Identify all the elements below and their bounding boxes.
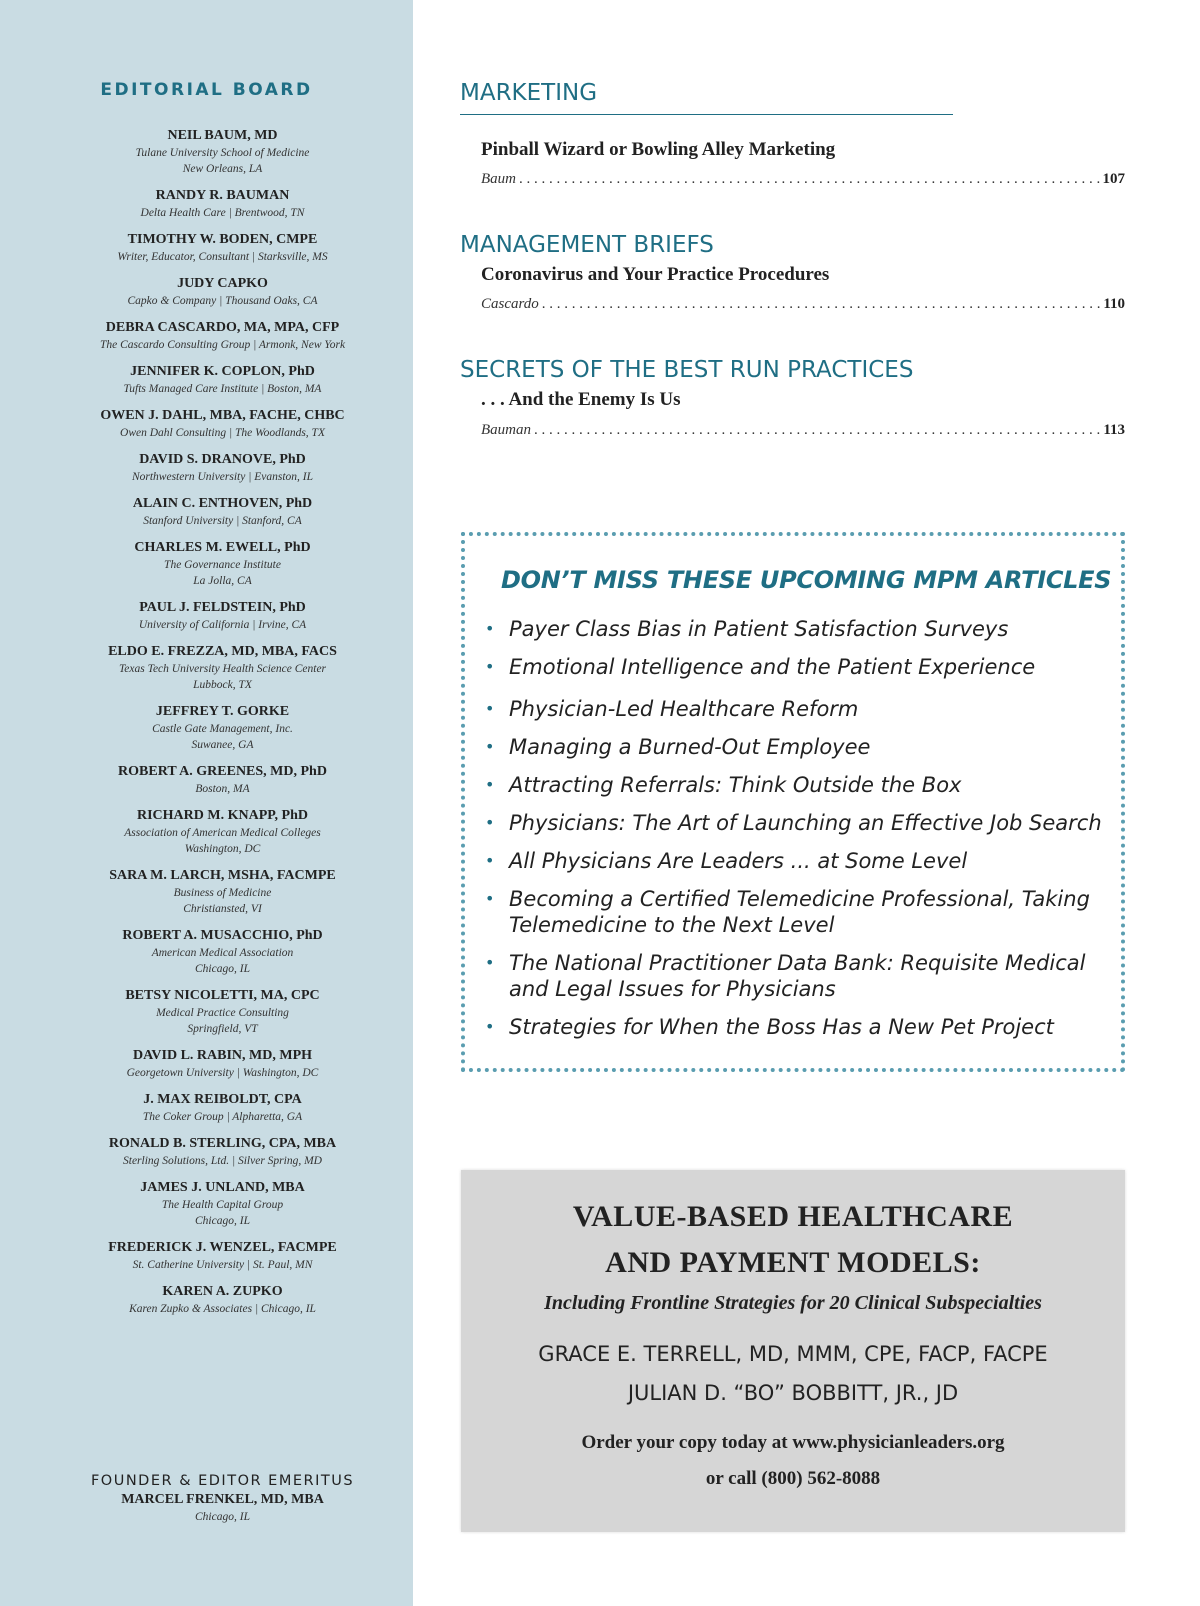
toc-line[interactable] (481, 171, 1125, 188)
board-member-affiliation: Texas Tech University Health Science Center (118, 663, 327, 675)
board-member-name: RANDY R. BAUMAN (155, 188, 290, 203)
book-order-phone: or call (800) 562-8088 (705, 1468, 881, 1489)
upcoming-article-text: All Physicians Are Leaders ... at Some Level (509, 849, 968, 873)
board-member-name: J. MAX REIBOLDT, CPA (143, 1092, 302, 1107)
board-member-name: ROBERT A. MUSACCHIO, PhD (122, 928, 323, 943)
editorial-board-title: EDITORIAL BOARD (100, 80, 313, 100)
board-member-name: FREDERICK J. WENZEL, FACMPE (108, 1240, 337, 1255)
board-member-affiliation: Tulane University School of Medicine (135, 147, 310, 159)
board-member-name: RONALD B. STERLING, CPA, MBA (108, 1136, 337, 1151)
board-member-affiliation: Tufts Managed Care Institute | Boston, MA (123, 383, 322, 395)
upcoming-article-text: Attracting Referrals: Think Outside the Box (509, 773, 962, 797)
bullet-icon: • (485, 775, 495, 794)
board-member-affiliation: Capko & Company | Thousand Oaks, CA (127, 295, 318, 307)
board-member-name: NEIL BAUM, MD (167, 128, 278, 143)
board-member-affiliation: Christiansted, VI (183, 903, 262, 915)
board-member (0, 1283, 445, 1317)
board-member (0, 1135, 445, 1169)
board-member-name: JUDY CAPKO (177, 276, 268, 291)
board-member-affiliation: Owen Dahl Consulting | The Woodlands, TX (120, 427, 325, 439)
board-member-affiliation: Lubbock, TX (193, 679, 252, 691)
toc-leader-dots (519, 171, 1100, 188)
toc-author: Baum (481, 171, 516, 187)
board-member-affiliation: Suwanee, GA (191, 739, 254, 751)
upcoming-articles-list (479, 616, 1119, 1040)
section-heading-management-briefs: MANAGEMENT BRIEFS (460, 232, 714, 258)
upcoming-article-item (479, 696, 1119, 722)
bullet-icon: • (485, 889, 495, 908)
book-order-link[interactable]: Order your copy today at www.physicianleaders.org (581, 1432, 1005, 1453)
upcoming-articles-title: DON’T MISS THESE UPCOMING MPM ARTICLES (501, 566, 1112, 594)
toc-line[interactable] (481, 296, 1125, 313)
board-member (0, 927, 445, 977)
board-member-name: DAVID L. RABIN, MD, MPH (132, 1048, 313, 1063)
book-subtitle: Including Frontline Strategies for 20 Clinical Subspecialties (544, 1292, 1042, 1314)
bullet-icon: • (485, 1017, 495, 1036)
board-member-name: SARA M. LARCH, MSHA, FACMPE (109, 868, 336, 883)
upcoming-article-text: and Legal Issues for Physicians (509, 977, 836, 1001)
book-author-2: JULIAN D. “BO” BOBBITT, JR., JD (627, 1381, 959, 1405)
board-member-affiliation: University of California | Irvine, CA (138, 619, 307, 631)
board-member-name: RICHARD M. KNAPP, PhD (137, 808, 308, 823)
board-member-affiliation: Chicago, IL (195, 1215, 250, 1227)
upcoming-article-text: Managing a Burned-Out Employee (509, 735, 871, 759)
toc-leader-dots (534, 422, 1100, 439)
board-member (0, 231, 445, 265)
book-title-line-1: VALUE-BASED HEALTHCARE (572, 1200, 1014, 1233)
board-member (0, 1239, 445, 1273)
board-member-affiliation: Karen Zupko & Associates | Chicago, IL (129, 1303, 316, 1315)
board-member-name: TIMOTHY W. BODEN, CMPE (127, 232, 318, 247)
article-title[interactable]: Pinball Wizard or Bowling Alley Marketing (481, 139, 836, 160)
board-member (0, 1179, 445, 1229)
board-member-name: DAVID S. DRANOVE, PhD (139, 452, 306, 467)
board-member (0, 539, 445, 589)
board-member-name: JAMES J. UNLAND, MBA (140, 1180, 305, 1195)
board-member-affiliation: Washington, DC (184, 843, 261, 855)
board-member-affiliation: The Coker Group | Alpharetta, GA (142, 1111, 303, 1123)
board-member-affiliation: The Governance Institute (164, 559, 281, 571)
book-author-1: GRACE E. TERRELL, MD, MMM, CPE, FACP, FACPE (538, 1342, 1048, 1366)
board-member (0, 451, 445, 485)
bullet-icon: • (485, 699, 495, 718)
board-member-name: ROBERT A. GREENES, MD, PhD (118, 764, 327, 779)
founder-location: Chicago, IL (195, 1511, 250, 1523)
board-member (0, 763, 445, 797)
board-member-affiliation: Delta Health Care | Brentwood, TN (140, 207, 305, 219)
upcoming-article-item (479, 950, 1119, 1002)
board-member-affiliation: Writer, Educator, Consultant | Starksville, MS (117, 251, 328, 263)
toc-page-number: 110 (1103, 296, 1125, 312)
board-member (0, 1091, 445, 1125)
toc-author: Cascardo (481, 296, 539, 312)
board-member-name: OWEN J. DAHL, MBA, FACHE, CHBC (100, 408, 345, 423)
book-advertisement (461, 1170, 1125, 1532)
toc-leader-dots (542, 296, 1101, 313)
founder-title: FOUNDER & EDITOR EMERITUS (90, 1473, 355, 1489)
board-member-affiliation: Sterling Solutions, Ltd. | Silver Spring, MD (123, 1155, 322, 1167)
upcoming-article-text: The National Practitioner Data Bank: Requisite Medical (509, 951, 1086, 975)
board-member-affiliation: Springfield, VT (187, 1023, 258, 1035)
upcoming-article-item (479, 848, 1119, 874)
board-member-name: KAREN A. ZUPKO (162, 1284, 283, 1299)
upcoming-article-item (479, 886, 1119, 938)
board-member (0, 495, 445, 529)
editorial-board-list (0, 127, 445, 1327)
board-member (0, 363, 445, 397)
upcoming-article-text: Emotional Intelligence and the Patient Experience (509, 655, 1036, 679)
book-title-line-2: AND PAYMENT MODELS: (605, 1246, 981, 1279)
upcoming-article-text: Physicians: The Art of Launching an Effective Job Search (509, 811, 1102, 835)
board-member (0, 703, 445, 753)
board-member-affiliation: Stanford University | Stanford, CA (143, 515, 302, 527)
bullet-icon: • (485, 657, 495, 676)
board-member (0, 599, 445, 633)
board-member-affiliation: Medical Practice Consulting (156, 1007, 289, 1019)
toc-page-number: 113 (1103, 422, 1125, 438)
toc-line[interactable] (481, 422, 1125, 439)
board-member (0, 807, 445, 857)
board-member-name: ELDO E. FREZZA, MD, MBA, FACS (108, 644, 337, 659)
board-member-affiliation: Chicago, IL (195, 963, 250, 975)
upcoming-articles-box (461, 532, 1125, 1072)
bullet-icon: • (485, 619, 495, 638)
board-member (0, 867, 445, 917)
bullet-icon: • (485, 813, 495, 832)
bullet-icon: • (485, 737, 495, 756)
upcoming-article-text: Telemedicine to the Next Level (509, 913, 835, 937)
board-member-affiliation: Northwestern University | Evanston, IL (131, 471, 314, 483)
upcoming-article-item (479, 734, 1119, 760)
board-member-name: ALAIN C. ENTHOVEN, PhD (132, 496, 313, 511)
board-member (0, 1047, 445, 1081)
board-member-affiliation: St. Catherine University | St. Paul, MN (132, 1259, 313, 1271)
board-member-affiliation: Boston, MA (195, 783, 250, 795)
board-member (0, 127, 445, 177)
board-member (0, 407, 445, 441)
article-title[interactable]: . . . And the Enemy Is Us (481, 389, 681, 410)
board-member-name: PAUL J. FELDSTEIN, PhD (139, 600, 306, 615)
toc-page-number: 107 (1102, 171, 1125, 187)
board-member-affiliation: The Health Capital Group (161, 1199, 284, 1211)
bullet-icon: • (485, 851, 495, 870)
board-member (0, 987, 445, 1037)
upcoming-article-text: Strategies for When the Boss Has a New Pet Project (509, 1015, 1054, 1039)
board-member-name: DEBRA CASCARDO, MA, MPA, CFP (105, 320, 340, 335)
board-member-name: JENNIFER K. COPLON, PhD (130, 364, 315, 379)
founder-name: MARCEL FRENKEL, MD, MBA (121, 1492, 324, 1507)
board-member (0, 319, 445, 353)
toc-author: Bauman (481, 422, 531, 438)
section-heading-secrets: SECRETS OF THE BEST RUN PRACTICES (460, 357, 914, 383)
board-member-affiliation: La Jolla, CA (193, 575, 252, 587)
upcoming-article-text: Payer Class Bias in Patient Satisfaction Surveys (509, 617, 1009, 641)
board-member-affiliation: Castle Gate Management, Inc. (152, 723, 293, 735)
upcoming-article-item (479, 616, 1119, 642)
article-title[interactable]: Coronavirus and Your Practice Procedures (481, 264, 830, 285)
board-member-affiliation: American Medical Association (151, 947, 294, 959)
board-member-name: BETSY NICOLETTI, MA, CPC (125, 988, 320, 1003)
section-rule (460, 114, 953, 115)
upcoming-article-item (479, 810, 1119, 836)
board-member-name: CHARLES M. EWELL, PhD (134, 540, 311, 555)
upcoming-article-item (479, 1014, 1119, 1040)
board-member-affiliation: Association of American Medical Colleges (124, 827, 321, 839)
board-member (0, 275, 445, 309)
bullet-icon: • (485, 953, 495, 972)
board-member-affiliation: New Orleans, LA (182, 163, 263, 175)
upcoming-article-text: Becoming a Certified Telemedicine Professional, Taking (509, 887, 1090, 911)
board-member-affiliation: Georgetown University | Washington, DC (126, 1067, 319, 1079)
board-member (0, 187, 445, 221)
board-member-name: JEFFREY T. GORKE (155, 704, 290, 719)
section-heading-marketing: MARKETING (460, 80, 598, 106)
board-member-affiliation: The Cascardo Consulting Group | Armonk, New York (99, 339, 346, 351)
upcoming-article-text: Physician-Led Healthcare Reform (509, 697, 859, 721)
board-member-affiliation: Business of Medicine (173, 887, 272, 899)
board-member (0, 643, 445, 693)
upcoming-article-item (479, 654, 1119, 680)
founder-block (0, 1471, 445, 1525)
upcoming-article-item (479, 772, 1119, 798)
